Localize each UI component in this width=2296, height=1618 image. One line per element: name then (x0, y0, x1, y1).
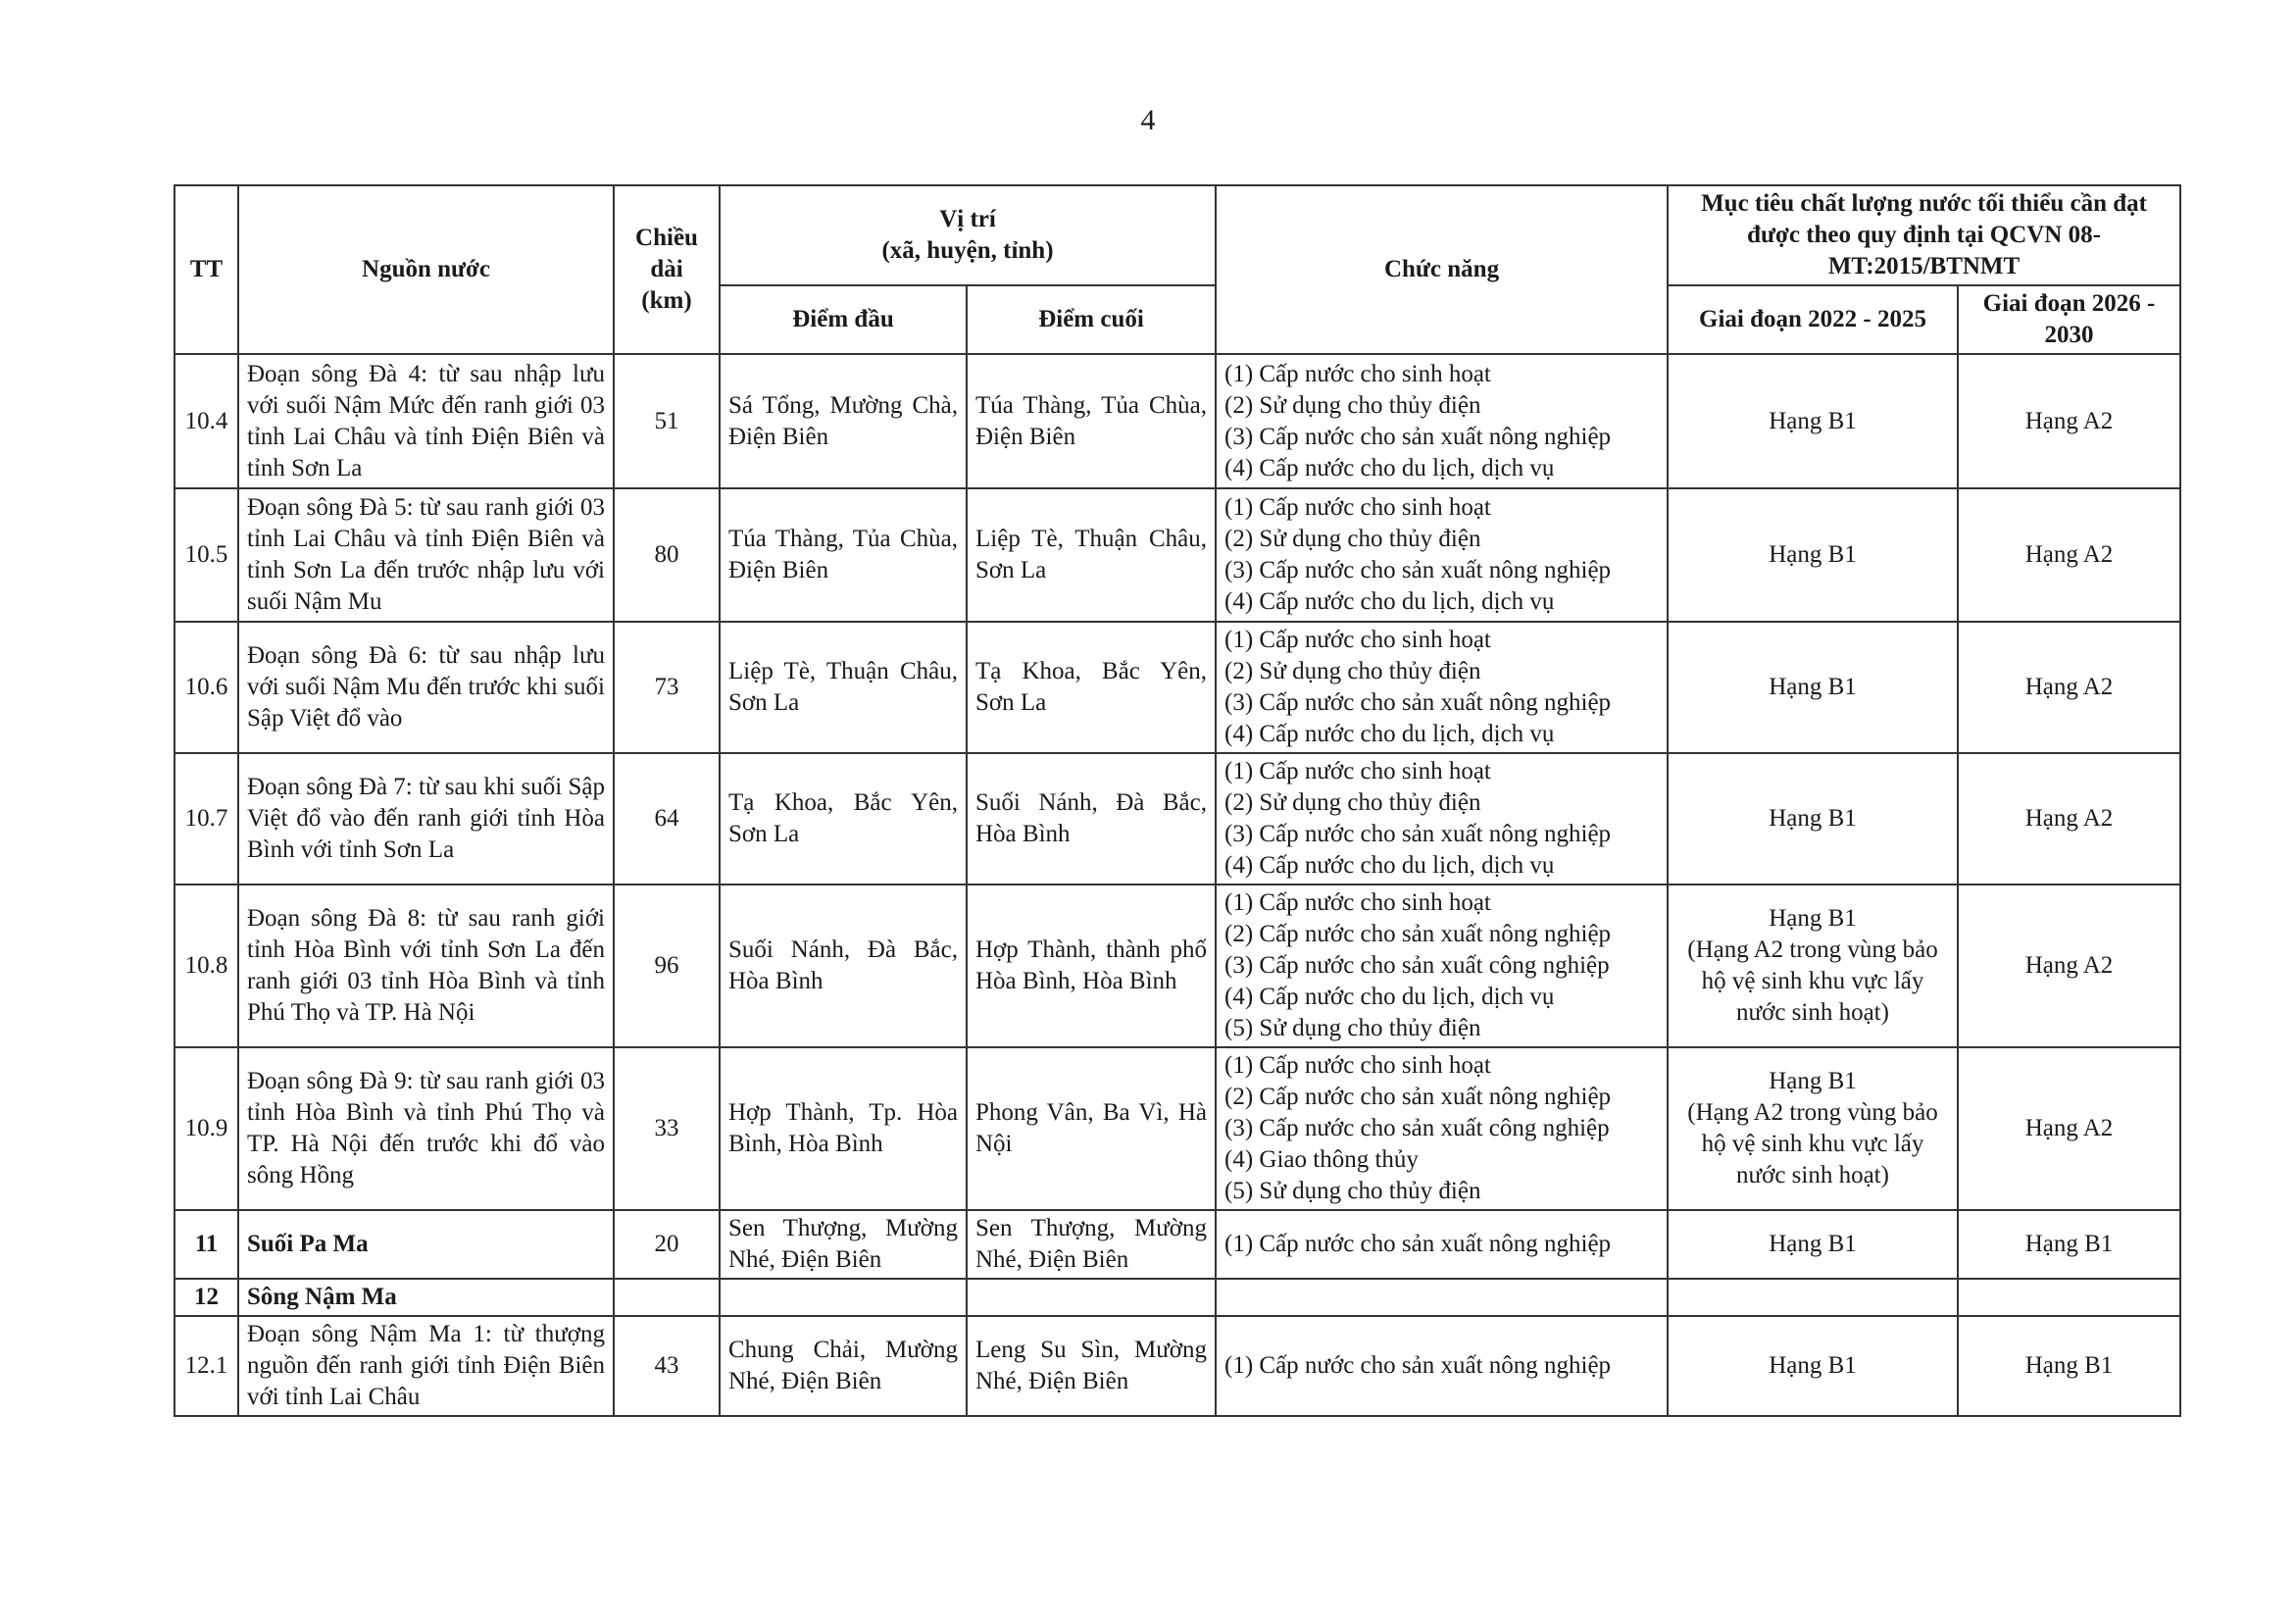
header-location-sub: (xã, huyện, tỉnh) (881, 237, 1054, 264)
row-end: Suối Nánh, Đà Bắc, Hòa Bình (967, 753, 1216, 885)
row-tt: 10.7 (175, 753, 238, 885)
table-row (175, 354, 2180, 488)
table-row (175, 885, 2180, 1047)
function-item: (2) Sử dụng cho thủy điện (1224, 391, 1481, 419)
row-end: Liệp Tè, Thuận Châu, Sơn La (967, 488, 1216, 622)
function-item: (4) Cấp nước cho du lịch, dịch vụ (1224, 852, 1555, 879)
row-phase2: Hạng A2 (1958, 622, 2180, 753)
phase1-grade: Hạng B1 (1769, 674, 1857, 700)
function-item: (3) Cấp nước cho sản xuất nông nghiệp (1224, 689, 1612, 716)
row-length: 33 (614, 1047, 720, 1210)
empty-cell (720, 1279, 967, 1316)
row-phase1 (1668, 354, 1958, 488)
row-start: Chung Chải, Mường Nhé, Điện Biên (720, 1316, 967, 1416)
row-functions (1216, 1210, 1668, 1279)
header-phase2: Giai đoạn 2026 - 2030 (1958, 285, 2180, 354)
table-row (175, 488, 2180, 622)
phase1-note: (Hạng A2 trong vùng bảo hộ vệ sinh khu vực lấy nước sinh hoạt) (1687, 936, 1938, 1026)
row-phase2: Hạng B1 (1958, 1316, 2180, 1416)
water-quality-table (174, 184, 2181, 1417)
function-item: (2) Sử dụng cho thủy điện (1224, 526, 1481, 552)
header-tt: TT (175, 185, 238, 354)
row-length: 43 (614, 1316, 720, 1416)
header-location-title: Vị trí (939, 206, 996, 232)
phase1-grade: Hạng B1 (1769, 805, 1857, 832)
function-item: (2) Cấp nước cho sản xuất nông nghiệp (1224, 1084, 1612, 1110)
phase1-grade: Hạng B1 (1769, 407, 1857, 434)
row-source: Đoạn sông Đà 7: từ sau khi suối Sập Việt đổ vào đến ranh giới tỉnh Hòa Bình với tỉnh Sơn La (238, 753, 614, 885)
table-row (175, 1316, 2180, 1416)
table-row (175, 1279, 2180, 1316)
header-phase1: Giai đoạn 2022 - 2025 (1668, 285, 1958, 354)
function-item: (4) Cấp nước cho du lịch, dịch vụ (1224, 454, 1555, 481)
function-item: (5) Sử dụng cho thủy điện (1224, 1015, 1481, 1041)
header-location (720, 185, 1216, 285)
row-source: Đoạn sông Đà 4: từ sau nhập lưu với suối Nậm Mức đến ranh giới 03 tỉnh Lai Châu và tỉnh Điện Biên và tỉnh Sơn La (238, 354, 614, 488)
function-item: (1) Cấp nước cho sinh hoạt (1224, 360, 1491, 387)
empty-cell (614, 1279, 720, 1316)
header-start: Điểm đầu (720, 285, 967, 354)
function-item: (2) Sử dụng cho thủy điện (1224, 658, 1481, 684)
row-source: Đoạn sông Đà 6: từ sau nhập lưu với suối Nậm Mu đến trước khi suối Sập Việt đổ vào (238, 622, 614, 753)
phase1-grade: Hạng B1 (1769, 905, 1857, 932)
phase1-grade: Hạng B1 (1769, 1231, 1857, 1257)
row-phase1 (1668, 1316, 1958, 1416)
row-source: Sông Nậm Ma (238, 1279, 614, 1316)
row-source: Đoạn sông Đà 8: từ sau ranh giới tỉnh Hòa Bình với tỉnh Sơn La đến ranh giới 03 tỉnh Hòa Bình và tỉnh Phú Thọ và TP. Hà Nội (238, 885, 614, 1047)
row-tt: 10.4 (175, 354, 238, 488)
row-start: Liệp Tè, Thuận Châu, Sơn La (720, 622, 967, 753)
row-length: 64 (614, 753, 720, 885)
row-tt: 10.8 (175, 885, 238, 1047)
row-end: Sen Thượng, Mường Nhé, Điện Biên (967, 1210, 1216, 1279)
function-item: (3) Cấp nước cho sản xuất nông nghiệp (1224, 821, 1612, 847)
row-tt: 10.5 (175, 488, 238, 622)
row-functions (1216, 1047, 1668, 1210)
row-functions (1216, 488, 1668, 622)
row-length: 20 (614, 1210, 720, 1279)
phase1-note: (Hạng A2 trong vùng bảo hộ vệ sinh khu vực lấy nước sinh hoạt) (1687, 1099, 1938, 1188)
row-end: Tạ Khoa, Bắc Yên, Sơn La (967, 622, 1216, 753)
row-tt: 10.6 (175, 622, 238, 753)
row-phase1 (1668, 622, 1958, 753)
function-item: (1) Cấp nước cho sinh hoạt (1224, 889, 1491, 916)
function-item: (1) Cấp nước cho sản xuất nông nghiệp (1224, 1231, 1612, 1257)
row-functions (1216, 885, 1668, 1047)
row-functions (1216, 622, 1668, 753)
function-item: (2) Cấp nước cho sản xuất nông nghiệp (1224, 921, 1612, 947)
header-target: Mục tiêu chất lượng nước tối thiểu cần đạt được theo quy định tại QCVN 08-MT:2015/BTNMT (1668, 185, 2180, 285)
table-row (175, 1047, 2180, 1210)
row-phase2: Hạng A2 (1958, 753, 2180, 885)
header-length: Chiều dài (km) (614, 185, 720, 354)
function-item: (1) Cấp nước cho sản xuất nông nghiệp (1224, 1352, 1612, 1379)
row-functions (1216, 1316, 1668, 1416)
row-start: Hợp Thành, Tp. Hòa Bình, Hòa Bình (720, 1047, 967, 1210)
function-item: (3) Cấp nước cho sản xuất công nghiệp (1224, 1115, 1610, 1141)
header-end: Điểm cuối (967, 285, 1216, 354)
row-phase2: Hạng A2 (1958, 354, 2180, 488)
row-phase2: Hạng A2 (1958, 885, 2180, 1047)
phase1-grade: Hạng B1 (1769, 1352, 1857, 1379)
row-tt: 11 (175, 1210, 238, 1279)
function-item: (1) Cấp nước cho sinh hoạt (1224, 1052, 1491, 1079)
table-row (175, 622, 2180, 753)
row-phase1 (1668, 753, 1958, 885)
row-source: Đoạn sông Đà 9: từ sau ranh giới 03 tỉnh Hòa Bình và tỉnh Phú Thọ và TP. Hà Nội đến trước khi đổ vào sông Hồng (238, 1047, 614, 1210)
row-end: Hợp Thành, thành phố Hòa Bình, Hòa Bình (967, 885, 1216, 1047)
row-source: Đoạn sông Đà 5: từ sau ranh giới 03 tỉnh Lai Châu và tỉnh Điện Biên và tỉnh Sơn La đến trước nhập lưu với suối Nậm Mu (238, 488, 614, 622)
row-phase1 (1668, 1047, 1958, 1210)
row-end: Phong Vân, Ba Vì, Hà Nội (967, 1047, 1216, 1210)
function-item: (5) Sử dụng cho thủy điện (1224, 1178, 1481, 1204)
empty-cell (967, 1279, 1216, 1316)
row-phase1 (1668, 885, 1958, 1047)
row-phase1 (1668, 1210, 1958, 1279)
phase1-grade: Hạng B1 (1769, 541, 1857, 568)
function-item: (3) Cấp nước cho sản xuất nông nghiệp (1224, 557, 1612, 583)
row-phase1 (1668, 488, 1958, 622)
row-end: Leng Su Sìn, Mường Nhé, Điện Biên (967, 1316, 1216, 1416)
row-tt: 12.1 (175, 1316, 238, 1416)
row-start: Tạ Khoa, Bắc Yên, Sơn La (720, 753, 967, 885)
row-start: Túa Thàng, Tủa Chùa, Điện Biên (720, 488, 967, 622)
table-body (175, 354, 2180, 1416)
row-start: Sen Thượng, Mường Nhé, Điện Biên (720, 1210, 967, 1279)
function-item: (1) Cấp nước cho sinh hoạt (1224, 758, 1491, 784)
row-tt: 12 (175, 1279, 238, 1316)
row-start: Sá Tổng, Mường Chà, Điện Biên (720, 354, 967, 488)
row-end: Túa Thàng, Tủa Chùa, Điện Biên (967, 354, 1216, 488)
function-item: (4) Cấp nước cho du lịch, dịch vụ (1224, 721, 1555, 747)
row-length: 96 (614, 885, 720, 1047)
row-functions (1216, 753, 1668, 885)
empty-cell (1668, 1279, 1958, 1316)
row-length: 51 (614, 354, 720, 488)
header-source: Nguồn nước (238, 185, 614, 354)
phase1-grade: Hạng B1 (1769, 1068, 1857, 1094)
empty-cell (1216, 1279, 1668, 1316)
row-functions (1216, 354, 1668, 488)
row-phase2: Hạng B1 (1958, 1210, 2180, 1279)
function-item: (2) Sử dụng cho thủy điện (1224, 789, 1481, 816)
empty-cell (1958, 1279, 2180, 1316)
row-start: Suối Nánh, Đà Bắc, Hòa Bình (720, 885, 967, 1047)
function-item: (1) Cấp nước cho sinh hoạt (1224, 494, 1491, 521)
page-number: 4 (1140, 104, 1156, 136)
row-length: 73 (614, 622, 720, 753)
function-item: (3) Cấp nước cho sản xuất nông nghiệp (1224, 423, 1612, 450)
row-length: 80 (614, 488, 720, 622)
row-source: Đoạn sông Nậm Ma 1: từ thượng nguồn đến ranh giới tỉnh Điện Biên với tỉnh Lai Châu (238, 1316, 614, 1416)
table-row (175, 1210, 2180, 1279)
row-phase2: Hạng A2 (1958, 1047, 2180, 1210)
function-item: (4) Cấp nước cho du lịch, dịch vụ (1224, 984, 1555, 1010)
table-row (175, 753, 2180, 885)
row-phase2: Hạng A2 (1958, 488, 2180, 622)
function-item: (4) Giao thông thủy (1224, 1146, 1419, 1173)
function-item: (3) Cấp nước cho sản xuất công nghiệp (1224, 952, 1610, 979)
header-function: Chức năng (1216, 185, 1668, 354)
row-source: Suối Pa Ma (238, 1210, 614, 1279)
function-item: (1) Cấp nước cho sinh hoạt (1224, 627, 1491, 653)
function-item: (4) Cấp nước cho du lịch, dịch vụ (1224, 588, 1555, 615)
row-tt: 10.9 (175, 1047, 238, 1210)
